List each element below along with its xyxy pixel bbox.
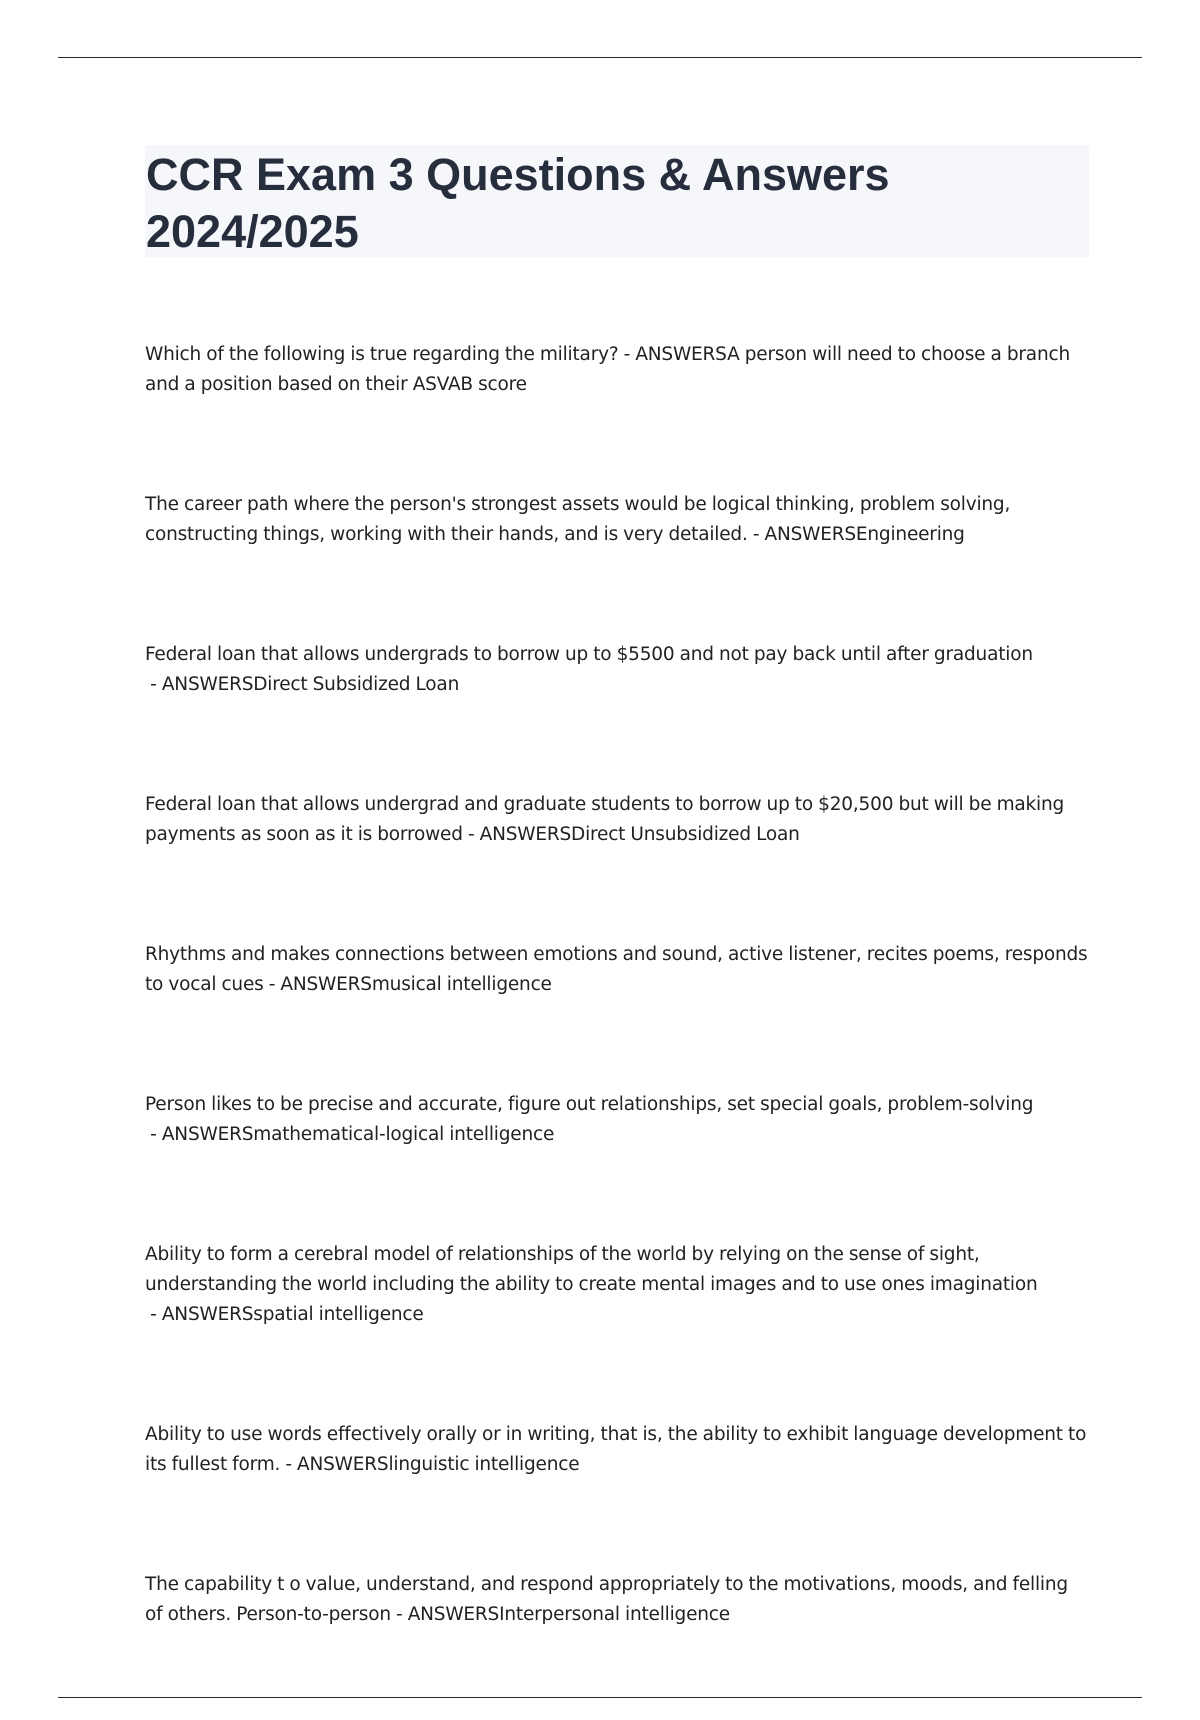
- qa-separator: -: [618, 344, 636, 365]
- document-title: CCR Exam 3 Questions & Answers 2024/2025: [146, 149, 890, 257]
- answer-text: mathematical-logical intelligence: [253, 1124, 555, 1145]
- qa-item: [145, 1240, 1090, 1330]
- answer-prefix: ANSWERS: [407, 1604, 500, 1625]
- question-text: Federal loan that allows undergrad and graduate students to borrow up to $20,500 but will be making payments as soon as it is borrowed: [145, 794, 1065, 845]
- answer-prefix: ANSWERS: [161, 1124, 254, 1145]
- qa-separator: -: [145, 674, 162, 695]
- answer-prefix: ANSWERS: [161, 674, 254, 695]
- answer-text: Engineering: [855, 524, 965, 545]
- question-text: Ability to form a cerebral model of relationships of the world by relying on the sense of sight, understanding the world including the ability to create mental images and to use ones imagination: [145, 1244, 1038, 1295]
- answer-text: Direct Unsubsidized Loan: [571, 824, 800, 845]
- qa-separator: -: [747, 524, 765, 545]
- qa-item: [145, 940, 1090, 1000]
- answer-prefix: ANSWERS: [297, 1454, 389, 1475]
- qa-list: [145, 340, 1090, 1720]
- question-text: The capability t o value, understand, and respond appropriately to the motivations, moods, and felling of others. Person-to-person: [145, 1574, 1068, 1625]
- question-text: Person likes to be precise and accurate, figure out relationships, set special goals, problem-solving: [145, 1094, 1034, 1115]
- qa-item: [145, 1090, 1090, 1150]
- answer-text: Direct Subsidized Loan: [253, 674, 460, 695]
- qa-item: [145, 1420, 1090, 1480]
- answer-prefix: ANSWERS: [161, 1304, 254, 1325]
- answer-text: linguistic intelligence: [388, 1454, 580, 1475]
- qa-separator: -: [280, 1454, 298, 1475]
- answer-text: spatial intelligence: [253, 1304, 424, 1325]
- answer-text: Interpersonal intelligence: [499, 1604, 730, 1625]
- answer-prefix: ANSWERS: [764, 524, 856, 545]
- question-text: Which of the following is true regarding the military?: [145, 344, 619, 365]
- question-text: Rhythms and makes connections between emotions and sound, active listener, recites poems, responds to vocal cues: [145, 944, 1088, 995]
- header-rule: [58, 57, 1142, 58]
- qa-separator: -: [390, 1604, 408, 1625]
- answer-prefix: ANSWERS: [635, 344, 728, 365]
- answer-prefix: ANSWERS: [479, 824, 572, 845]
- question-text: Federal loan that allows undergrads to borrow up to $5500 and not pay back until after graduation: [145, 644, 1033, 665]
- answer-text: A person will need to choose a branch and a position based on their ASVAB score: [145, 344, 1070, 395]
- answer-text: musical intelligence: [371, 974, 552, 995]
- question-text: Ability to use words effectively orally or in writing, that is, the ability to exhibit language development to its fullest form.: [145, 1424, 1087, 1475]
- qa-separator: -: [145, 1124, 162, 1145]
- qa-item: [145, 1570, 1090, 1630]
- qa-item: [145, 790, 1090, 850]
- qa-item: [145, 490, 1090, 550]
- qa-separator: -: [263, 974, 281, 995]
- answer-prefix: ANSWERS: [280, 974, 372, 995]
- qa-separator: -: [462, 824, 480, 845]
- footer-rule: [58, 1697, 1142, 1698]
- qa-separator: -: [145, 1304, 162, 1325]
- question-text: The career path where the person's strongest assets would be logical thinking, problem solving, constructing things, working with their hands, and is very detailed.: [145, 494, 1011, 545]
- qa-item: [145, 340, 1090, 400]
- qa-item: [145, 640, 1090, 700]
